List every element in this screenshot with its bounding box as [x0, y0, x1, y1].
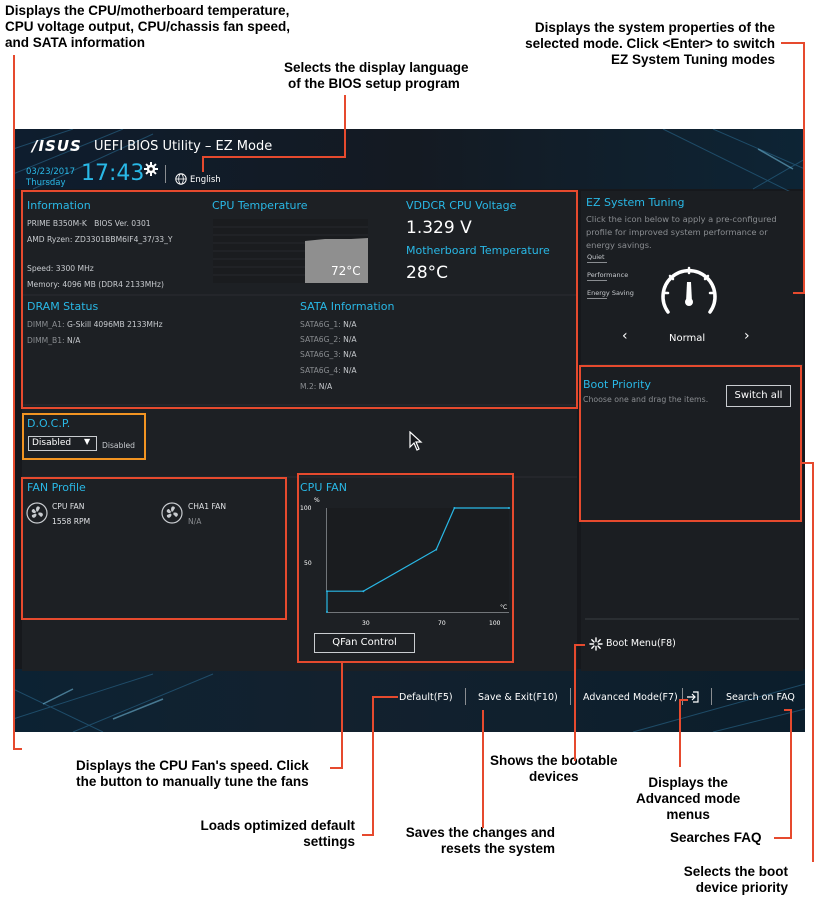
asus-logo: /ISUS — [32, 137, 82, 155]
qfan-control-button[interactable]: QFan Control — [314, 633, 415, 653]
y-tick-label: 50 — [304, 560, 312, 567]
cha1-fan-name: CHA1 FAN — [188, 502, 226, 511]
cpu-temperature-value: 72°C — [331, 264, 361, 278]
sata-port-3: SATA6G_3: N/A — [300, 350, 357, 359]
annotation-cpu-fan: Displays the CPU Fan's speed. Click the button to manually tune the fans — [76, 758, 309, 789]
annotation-boot-priority: Selects the boot device priority — [683, 864, 788, 895]
docp-heading: D.O.C.P. — [27, 417, 71, 430]
sata-port-2: SATA6G_2: N/A — [300, 335, 357, 344]
sata-port-m2: M.2: N/A — [300, 382, 333, 391]
dram-heading: DRAM Status — [27, 300, 99, 313]
annotation-top-left: Displays the CPU/motherboard temperature, CPU voltage output, CPU/chassis fan speed, and SATA information — [5, 3, 291, 50]
boot-priority-heading: Boot Priority — [583, 378, 651, 391]
boot-priority-description: Choose one and drag the items. — [583, 395, 709, 404]
sata-heading: SATA Information — [300, 300, 395, 313]
advanced-mode-button[interactable]: Advanced Mode(F7) — [583, 692, 678, 703]
mb-temperature-value: 28°C — [406, 263, 449, 283]
x-tick-label: 30 — [362, 620, 370, 627]
cpu-fan-name: CPU FAN — [52, 502, 85, 511]
x-tick-label: 100 — [489, 620, 501, 627]
default-button[interactable]: Default(F5) — [399, 692, 453, 703]
day-label: Thursday — [26, 178, 66, 188]
mode-energy-saving[interactable]: Energy Saving — [587, 289, 634, 297]
annotation-load-defaults: Loads optimized default settings — [200, 818, 355, 849]
search-faq-button[interactable]: Search on FAQ — [726, 692, 795, 703]
y-unit-label: % — [314, 497, 320, 504]
dram-slot-b1: DIMM_B1: N/A — [27, 336, 81, 345]
sata-port-1: SATA6G_1: N/A — [300, 320, 357, 329]
cpu-fan-heading: CPU FAN — [300, 481, 347, 494]
save-exit-button[interactable]: Save & Exit(F10) — [478, 692, 558, 703]
mode-performance[interactable]: Performance — [587, 271, 629, 279]
ez-tuning-heading: EZ System Tuning — [586, 196, 685, 209]
docp-status: Disabled — [102, 441, 135, 450]
clock: 17:43 — [81, 161, 145, 186]
cha1-fan-speed: N/A — [188, 517, 202, 526]
window-title: UEFI BIOS Utility – EZ Mode — [94, 139, 273, 154]
x-tick-label: 70 — [438, 620, 446, 627]
docp-select-value: Disabled — [32, 438, 72, 448]
language-label: English — [190, 175, 221, 185]
voltage-value: 1.329 V — [406, 218, 472, 238]
annotation-faq: Searches FAQ — [670, 830, 762, 845]
mb-temperature-heading: Motherboard Temperature — [406, 244, 550, 257]
y-tick-label: 100 — [300, 505, 312, 512]
cpu-label: AMD Ryzen: ZD3301BBM6IF4_37/33_Y — [27, 235, 173, 244]
annotation-save-exit: Saves the changes and resets the system — [405, 825, 555, 856]
model-label: PRIME B350M-K BIOS Ver. 0301 — [27, 219, 151, 228]
mode-next-arrow[interactable]: › — [744, 328, 750, 344]
speed-label: Speed: 3300 MHz — [27, 264, 94, 273]
switch-all-button[interactable]: Switch all — [726, 385, 791, 407]
annotation-advanced: Displays the Advanced mode menus — [636, 775, 741, 822]
boot-menu-button[interactable]: Boot Menu(F8) — [606, 638, 676, 649]
chevron-down-icon: ▼ — [84, 437, 91, 446]
fan-profile-heading: FAN Profile — [27, 481, 86, 494]
voltage-heading: VDDCR CPU Voltage — [406, 199, 517, 212]
annotation-language: Selects the display language of the BIOS setup program — [284, 60, 469, 91]
current-mode-label: Normal — [669, 333, 706, 344]
date-label: 03/23/2017 — [26, 167, 75, 177]
annotation-boot-menu: Shows the bootable devices — [490, 753, 618, 784]
information-heading: Information — [27, 199, 91, 212]
cpu-temperature-heading: CPU Temperature — [212, 199, 308, 212]
mode-quiet[interactable]: Quiet — [587, 253, 605, 261]
annotation-ez-tuning: Displays the system properties of the selected mode. Click <Enter> to switch EZ System Tuning modes — [525, 20, 775, 67]
sata-port-4: SATA6G_4: N/A — [300, 366, 357, 375]
x-unit-label: °C — [500, 604, 508, 611]
memory-label: Memory: 4096 MB (DDR4 2133MHz) — [27, 280, 164, 289]
dram-slot-a1: DIMM_A1: G-Skill 4096MB 2133MHz — [27, 320, 163, 329]
ez-tuning-description: Click the icon below to apply a pre-configured profile for improved system performance or energy savings. — [586, 214, 777, 250]
mode-prev-arrow[interactable]: ‹ — [622, 328, 628, 344]
cpu-fan-speed: 1558 RPM — [52, 517, 91, 526]
